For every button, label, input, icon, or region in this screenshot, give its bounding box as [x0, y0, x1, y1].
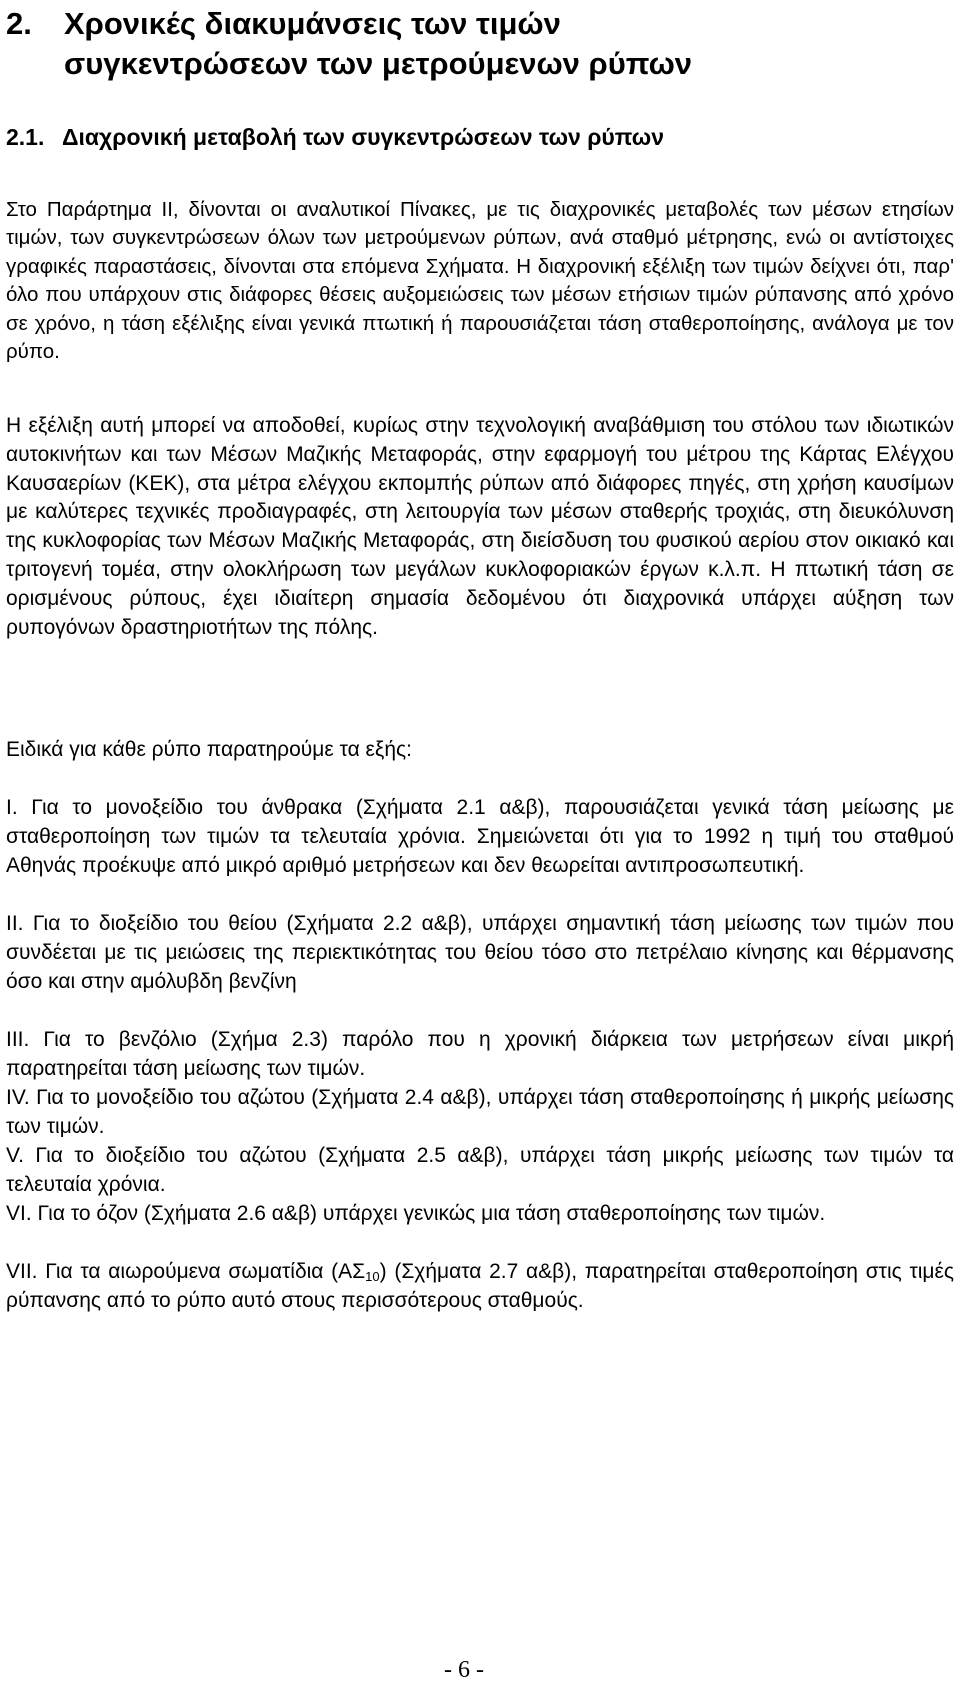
item-text-start: VΙΙ. Για τα αιωρούμενα σωματίδια (ΑΣ — [6, 1260, 366, 1283]
subscript: 10 — [365, 1269, 380, 1284]
explanation-paragraph: Η εξέλιξη αυτή μπορεί να αποδοθεί, κυρίως στην τεχνολογική αναβάθμιση του στόλου των ιδιωτικών αυτοκινήτων και των Μέσων Μαζικής Μεταφοράς, στην εφαρμογή του μέτρου της Κάρτας Ελέγχου Καυσαερίων (ΚΕΚ), στα μέτρα ελέγχου εκπομπής ρύπων από διάφορες πηγές, στη χρήση καυσίμων με καλύτερες τεχνικές προδιαγραφές, στη λειτουργία των μέσων σταθερής τροχιάς, στη διευκόλυνση της κυκλοφορίας των Μέσων Μαζικής Μεταφοράς, στη διείσδυση του φυσικού αερίου στον οικιακό και τριτογενή τομέα, στην ολοκλήρωση των μεγάλων κυκλοφοριακών έργων κ.λ.π. Η πτωτική τάση σε ορισμένους ρύπους, έχει ιδιαίτερη σημασία δεδομένου ότι διαχρονικά υπάρχει αύξηση των ρυπογόνων δραστηριοτήτων της πόλης. — [6, 414, 954, 639]
section-number: 2. — [6, 6, 32, 41]
subsection-number: 2.1. — [6, 124, 45, 150]
list-item: ΙΙ. Για το διοξείδιο του θείου (Σχήματα 2.2 α&β), υπάρχει σημαντική τάση μείωσης των τιμών που συνδέεται με τις μειώσεις της περιεκτικότητας του θείου τόσο στο πετρέλαιο κίνησης και θέρμανσης όσο και στην αμόλυβδη βενζίνη — [6, 912, 954, 993]
intro-paragraph: Στο Παράρτημα ΙΙ, δίνονται οι αναλυτικοί Πίνακες, με τις διαχρονικές μεταβολές των μέσων ετησίων τιμών, των συγκεντρώσεων όλων των μετρούμενων ρύπων, ανά σταθμό μέτρησης, ενώ οι αντίστοιχες γραφικές παραστάσεις, δίνονται στα επόμενα Σχήματα. Η διαχρονική εξέλιξη των τιμών δείχνει ότι, παρ' όλο που υπάρχουν στις διάφορες θέσεις αυξομειώσεις των μέσων ετήσιων τιμών ρύπανσης από χρόνο σε χρόνο, η τάση εξέλιξης είναι γενικά πτωτική ή παρουσιάζεται τάση σταθεροποίησης, ανάλογα με τον ρύπο. — [6, 198, 954, 364]
item-text-end: ) (Σχήματα 2.7 α&β), παρατηρείται σταθεροποίηση στις τιμές ρύπανσης από το ρύπο αυτό στους περισσότερους σταθμούς. — [6, 1260, 955, 1312]
section-title-line1: Χρονικές διακυμάνσεις των τιμών — [64, 6, 561, 41]
list-item: ΙΙΙ. Για το βενζόλιο (Σχήμα 2.3) παρόλο που η χρονική διάρκεια των μετρήσεων είναι μικρή παρατηρείται τάση μείωσης των τιμών. — [6, 1028, 954, 1080]
pollutant-list-intro: Ειδικά για κάθε ρύπο παρατηρούμε τα εξής: — [6, 738, 412, 761]
subsection-title: Διαχρονική μεταβολή των συγκεντρώσεων των ρύπων — [62, 124, 664, 150]
list-item: VΙ. Για το όζον (Σχήματα 2.6 α&β) υπάρχει γενικώς μια τάση σταθεροποίησης των τιμών. — [6, 1202, 826, 1225]
section-heading — [6, 4, 692, 84]
page-number: - 6 - — [444, 1657, 484, 1683]
section-title-line2: συγκεντρώσεων των μετρούμενων ρύπων — [64, 46, 693, 81]
list-item: ΙV. Για το μονοξείδιο του αζώτου (Σχήματα 2.4 α&β), υπάρχει τάση σταθεροποίησης ή μικρής μείωσης των τιμών. — [6, 1086, 954, 1138]
list-item — [6, 1258, 954, 1316]
list-item: V. Για το διοξείδιο του αζώτου (Σχήματα 2.5 α&β), υπάρχει τάση μικρής μείωσης των τιμών τα τελευταία χρόνια. — [6, 1144, 954, 1196]
list-item: Ι. Για το μονοξείδιο του άνθρακα (Σχήματα 2.1 α&β), παρουσιάζεται γενικά τάση μείωσης με σταθεροποίηση των τιμών τα τελευταία χρόνια. Σημειώνεται ότι για το 1992 η τιμή του σταθμού Αθηνάς προέκυψε από μικρό αριθμό μετρήσεων και δεν θεωρείται αντιπροσωπευτική. — [6, 796, 954, 877]
subsection-heading — [6, 122, 664, 152]
